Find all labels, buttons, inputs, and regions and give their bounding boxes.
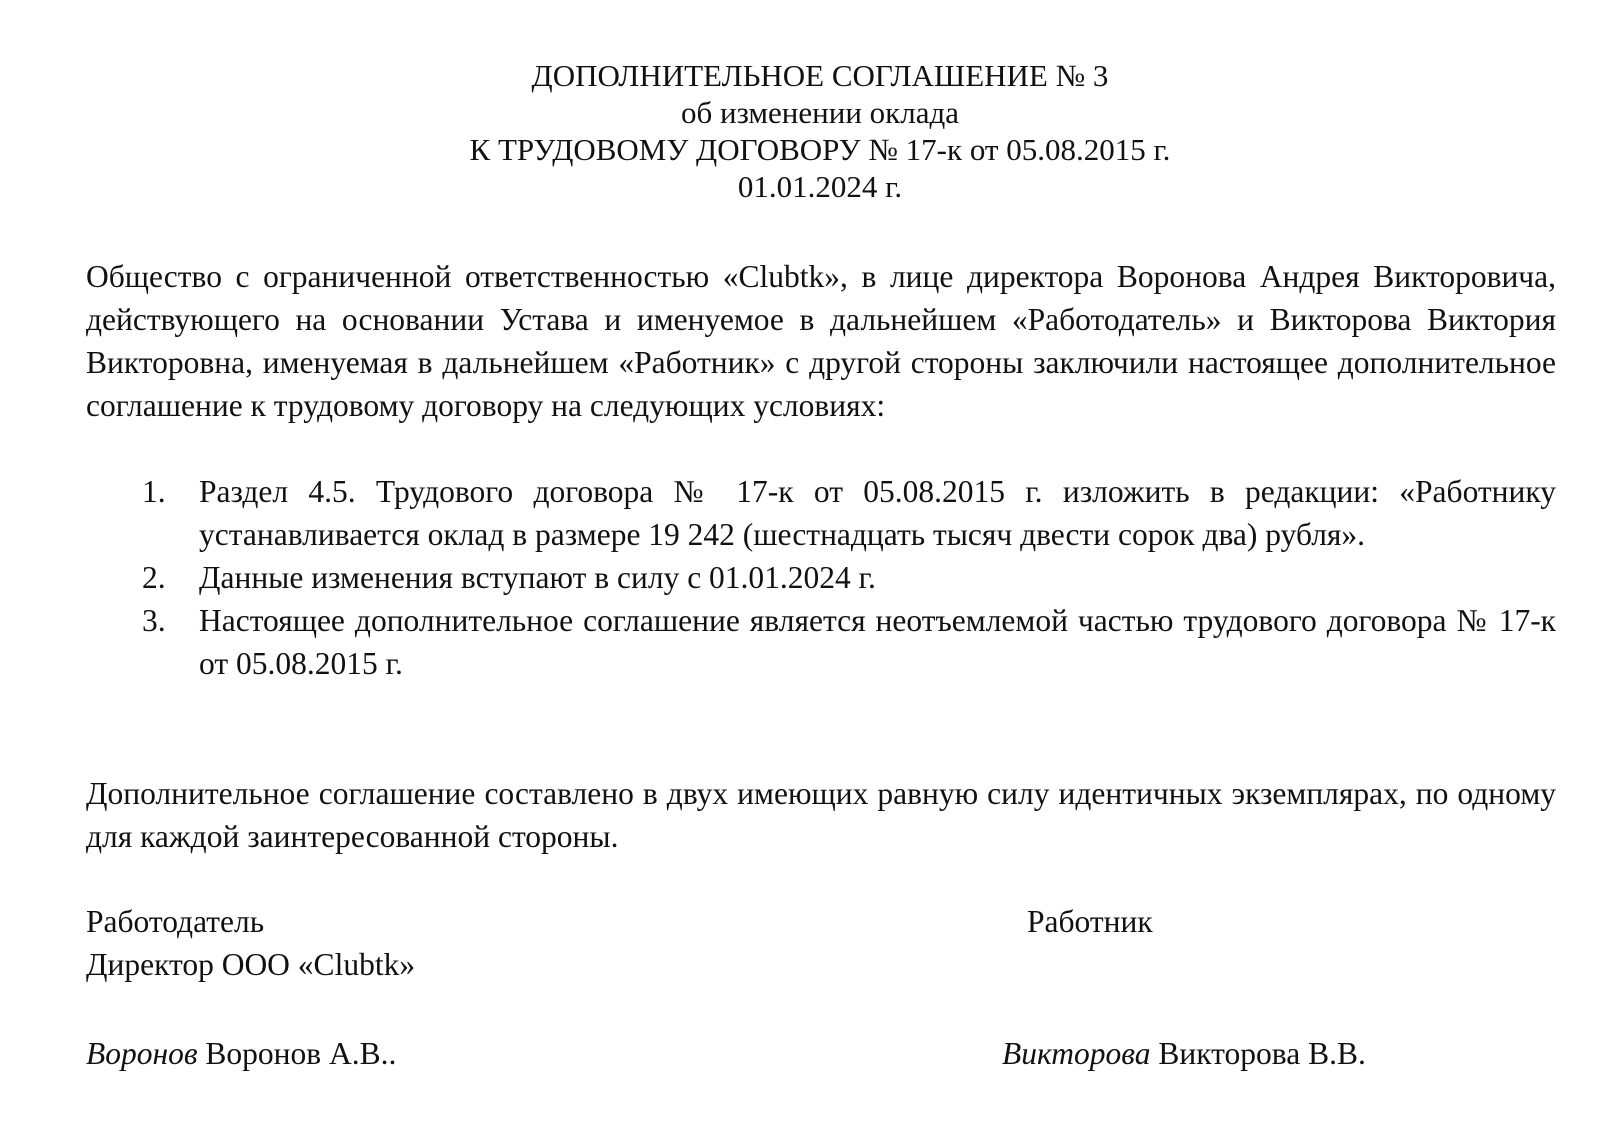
document-title: ДОПОЛНИТЕЛЬНОЕ СОГЛАШЕНИЕ № 3 — [531, 58, 1109, 93]
intro-paragraph: Общество с ограниченной ответственностью «Clubtk», в лице директора Воронова Андрея Викторовича, действующего на основании Устава и именуемое в дальнейшем «Работодатель» и Викторова Виктория Викторовна, именуемая в дальнейшем «Работник» с другой стороны заключили настоящее дополнительное соглашение к трудовому договору на следующих условиях: — [86, 259, 1556, 423]
list-item-text: Раздел 4.5. Трудового договора № 17-к от 05.08.2015 г. изложить в редакции: «Работнику устанавливается оклад в размере 19 242 (шестнадцать тысяч двести сорок два) рубля». — [199, 474, 1556, 552]
document-date: 01.01.2024 г. — [737, 169, 903, 204]
list-item-text: Настоящее дополнительное соглашение является неотъемлемой частью трудового договора № 17-к от 05.08.2015 г. — [199, 603, 1556, 681]
list-item-number: 2. — [142, 560, 166, 595]
list-item — [86, 556, 1556, 599]
document-subtitle: об изменении оклада — [681, 95, 959, 130]
employee-label: Работник — [1027, 904, 1153, 939]
list-item-number: 1. — [142, 474, 166, 509]
list-item-text: Данные изменения вступают в силу с 01.01.2024 г. — [199, 560, 876, 595]
document-header — [0, 57, 1618, 205]
closing-paragraph: Дополнительное соглашение составлено в двух имеющих равную силу идентичных экземплярах, по одному для каждой заинтересованной стороны. — [86, 776, 1556, 854]
terms-list — [86, 470, 1556, 685]
list-item — [86, 599, 1556, 685]
list-item — [86, 470, 1556, 556]
contract-reference: К ТРУДОВОМУ ДОГОВОРУ № 17-к от 05.08.2015 г. — [469, 132, 1171, 167]
employee-signature: Викторова — [1002, 1036, 1151, 1071]
employer-label: Работодатель — [86, 904, 265, 939]
list-item-number: 3. — [142, 603, 166, 638]
employee-name: Викторова В.В. — [1158, 1036, 1366, 1071]
employer-signature-line — [86, 1032, 396, 1075]
employer-signature: Воронов — [86, 1036, 198, 1071]
employee-signature-line — [1002, 1032, 1366, 1075]
employer-name: Воронов А.В.. — [205, 1036, 397, 1071]
employer-position: Директор ООО «Clubtk» — [86, 947, 416, 982]
